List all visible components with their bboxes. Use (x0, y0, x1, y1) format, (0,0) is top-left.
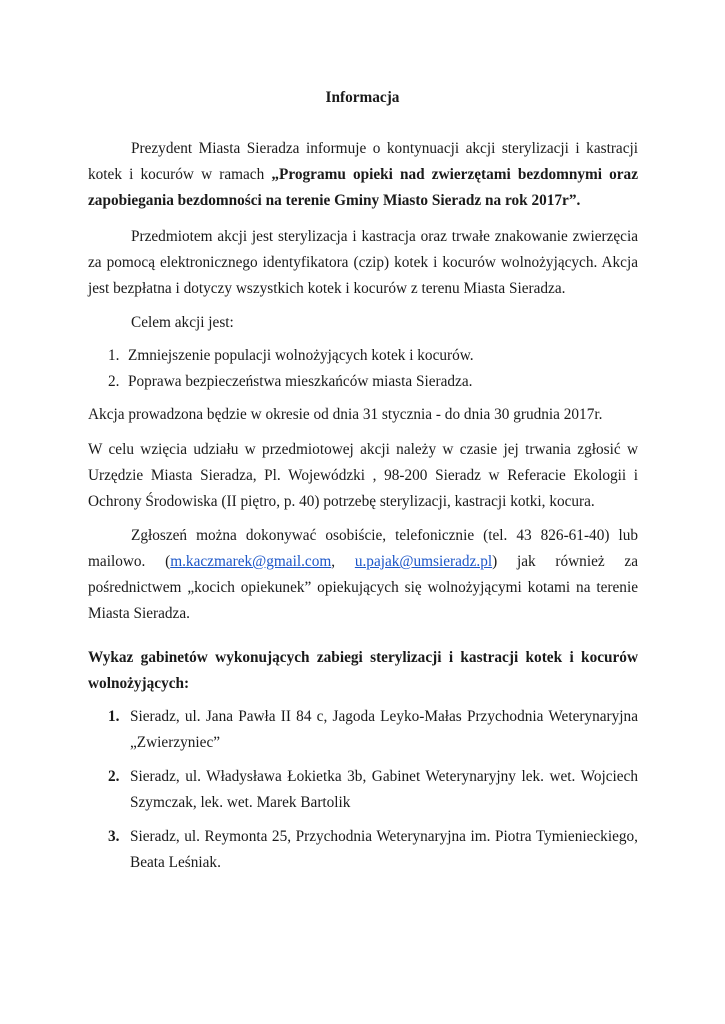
clinic-number: 2. (108, 768, 120, 785)
email-link-pajak[interactable]: u.pajak@umsieradz.pl (354, 553, 493, 570)
clinic-text: Sieradz, ul. Jana Pawła II 84 c, Jagoda Leyko-Małas Przychodnia Weterynaryjna „Zwierzyniec” (130, 708, 638, 751)
clinic-text: Sieradz, ul. Reymonta 25, Przychodnia Weterynaryjna im. Piotra Tymienieckiego, Beata Leśniak. (130, 828, 638, 871)
goal-item (88, 343, 638, 369)
goal-text: Zmniejszenie populacji wolnożyjących kotek i kocurów. (128, 347, 474, 364)
goals-list (88, 343, 638, 395)
intro-paragraph (88, 136, 638, 214)
clinic-number: 1. (108, 708, 120, 725)
clinics-list (88, 704, 638, 884)
contact-paragraph (88, 523, 638, 627)
contact-text: Zgłoszeń można dokonywać osobiście, telefonicznie (tel. 43 826-61-40) lub mailowo. ( (88, 527, 638, 570)
clinic-item (88, 764, 638, 816)
goal-item (88, 369, 638, 395)
document-title: Informacja (325, 89, 400, 106)
clinic-text: Sieradz, ul. Władysława Łokietka 3b, Gabinet Weterynaryjny lek. wet. Wojciech Szymczak, lek. wet. Marek Bartolik (130, 768, 638, 811)
subject-paragraph: Przedmiotem akcji jest sterylizacja i kastracja oraz trwałe znakowanie zwierzęcia za pomocą elektronicznego identyfikatora (czip) kotek i kocurów wolnożyjących. Akcja jest bezpłatna i dotyczy wszystkich kotek i kocurów z terenu Miasta Sieradza. (88, 228, 638, 297)
intro-text: Prezydent Miasta Sieradza informuje o kontynuacji akcji sterylizacji i kastracji kotek i kocurów w ramach (88, 140, 638, 183)
goal-text: Poprawa bezpieczeństwa mieszkańców miasta Sieradza. (128, 373, 473, 390)
goal-number: 1. (108, 347, 120, 364)
email-link-kaczmarek[interactable]: m.kaczmarek@gmail.com (170, 553, 332, 570)
goal-number: 2. (108, 373, 120, 390)
contact-text-after: ) jak również za pośrednictwem „kocich opiekunek” opiekujących się wolnożyjącymi kotami na terenie Miasta Sieradza. (88, 553, 638, 622)
clinic-item (88, 824, 638, 876)
email-separator: , (331, 553, 355, 570)
clinic-number: 3. (108, 828, 120, 845)
goals-heading: Celem akcji jest: (131, 314, 234, 331)
period-paragraph: Akcja prowadzona będzie w okresie od dnia 31 stycznia - do dnia 30 grudnia 2017r. (88, 406, 603, 423)
clinics-heading: Wykaz gabinetów wykonujących zabiegi sterylizacji i kastracji kotek i kocurów wolnożyjących: (88, 649, 638, 692)
clinic-item (88, 704, 638, 756)
program-name: „Programu opieki nad zwierzętami bezdomnymi oraz zapobiegania bezdomności na terenie Gminy Miasto Sieradz na rok 2017r”. (88, 166, 638, 209)
registration-paragraph: W celu wzięcia udziału w przedmiotowej akcji należy w czasie jej trwania zgłosić w Urzędzie Miasta Sieradza, Pl. Wojewódzki , 98-200 Sieradz w Referacie Ekologii i Ochrony Środowiska (II piętro, p. 40) potrzebę sterylizacji, kastracji kotki, kocura. (88, 441, 638, 510)
